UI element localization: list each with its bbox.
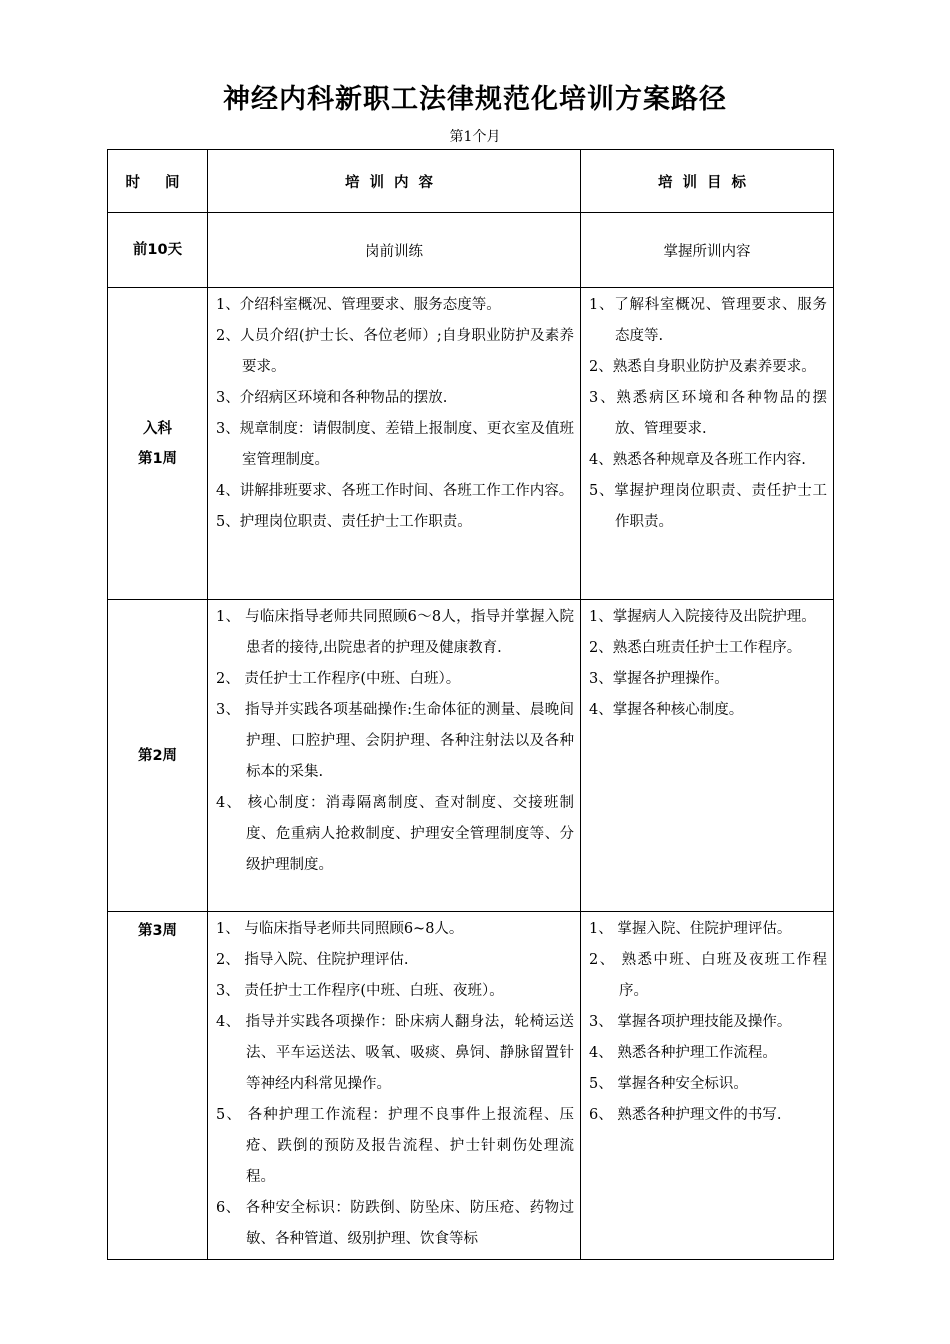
list-item: 4、掌握各种核心制度。: [589, 702, 744, 718]
list-item: 3、 指导并实践各项基础操作:生命体征的测量、晨晚间护理、口腔护理、会阴护理、各种注射法以及各种标本的采集.: [216, 702, 574, 780]
table-row-week-2: [108, 600, 834, 912]
list-item: 4、熟悉各种规章及各班工作内容.: [589, 452, 806, 468]
list-item: 3、掌握各护理操作。: [589, 671, 729, 687]
table-row-first-10-days: [108, 213, 834, 288]
content-cell: 岗前训练: [208, 213, 581, 288]
time-cell: 前10天: [108, 213, 208, 288]
list-item: 1、 掌握入院、住院护理评估。: [589, 921, 792, 937]
content-cell: [208, 600, 581, 912]
list-item: 2、熟悉自身职业防护及素养要求。: [589, 359, 816, 375]
list-item: 3、熟悉病区环境和各种物品的摆放、管理要求.: [589, 390, 827, 437]
list-item: 6、 各种安全标识：防跌倒、防坠床、防压疮、药物过敏、各种管道、级别护理、饮食等标: [216, 1200, 574, 1247]
list-item: 4、讲解排班要求、各班工作时间、各班工作工作内容。: [216, 483, 574, 499]
list-item: 2、 指导入院、住院护理评估.: [216, 952, 409, 968]
list-item: 1、 与临床指导老师共同照顾6~8人。: [216, 921, 464, 937]
list-item: 2、人员介绍(护士长、各位老师）;自身职业防护及素养要求。: [216, 328, 574, 375]
goal-cell: 掌握所训内容: [581, 213, 834, 288]
time-cell: 第3周: [108, 912, 208, 1260]
list-item: 2、 责任护士工作程序(中班、白班）。: [216, 671, 461, 687]
time-line: 第1周: [137, 450, 178, 467]
list-item: 4、 核心制度：消毒隔离制度、查对制度、交接班制度、危重病人抢救制度、护理安全管理制度等、分级护理制度。: [216, 795, 574, 873]
header-goal: 培训目标: [581, 150, 834, 213]
list-item: 3、 责任护士工作程序(中班、白班、夜班）。: [216, 983, 504, 999]
goal-cell: [581, 288, 834, 600]
time-cell: 第2周: [108, 600, 208, 912]
list-item: 5、 各种护理工作流程：护理不良事件上报流程、压疮、跌倒的预防及报告流程、护士针刺伤处理流程。: [216, 1107, 574, 1185]
document-title: 神经内科新职工法律规范化培训方案路径: [223, 84, 727, 115]
list-item: 1、 与临床指导老师共同照顾6～8人，指导并掌握入院患者的接待,出院患者的护理及健康教育.: [216, 609, 574, 656]
goal-cell: [581, 912, 834, 1260]
list-item: 4、 熟悉各种护理工作流程。: [589, 1045, 777, 1061]
training-plan-table: [107, 149, 834, 1260]
list-item: 3、规章制度：请假制度、差错上报制度、更衣室及值班室管理制度。: [216, 421, 574, 468]
list-item: 6、 熟悉各种护理文件的书写.: [589, 1107, 782, 1123]
time-line: 入科: [143, 420, 172, 437]
list-item: 4、 指导并实践各项操作：卧床病人翻身法，轮椅运送法、平车运送法、吸氧、吸痰、鼻饲、静脉留置针等神经内科常见操作。: [216, 1014, 574, 1092]
content-cell: [208, 288, 581, 600]
list-item: 1、介绍科室概况、管理要求、服务态度等。: [216, 297, 501, 313]
list-item: 5、掌握护理岗位职责、责任护士工作职责。: [589, 483, 827, 530]
document-subtitle: 第1个月: [449, 129, 501, 145]
list-item: 3、介绍病区环境和各种物品的摆放.: [216, 390, 448, 406]
goal-cell: [581, 600, 834, 912]
list-item: 1、了解科室概况、管理要求、服务态度等.: [589, 297, 827, 344]
table-row-week-1: [108, 288, 834, 600]
list-item: 3、 掌握各项护理技能及操作。: [589, 1014, 792, 1030]
header-content: 培训内容: [208, 150, 581, 213]
content-cell: [208, 912, 581, 1260]
table-row-week-3: [108, 912, 834, 1260]
list-item: 2、 熟悉中班、白班及夜班工作程序。: [589, 952, 827, 999]
header-time: 时 间: [108, 150, 208, 213]
list-item: 5、护理岗位职责、责任护士工作职责。: [216, 514, 472, 530]
list-item: 5、 掌握各种安全标识。: [589, 1076, 748, 1092]
list-item: 1、掌握病人入院接待及出院护理。: [589, 609, 816, 625]
table-header-row: [108, 150, 834, 213]
list-item: 2、熟悉白班责任护士工作程序。: [589, 640, 802, 656]
time-cell: [108, 288, 208, 600]
